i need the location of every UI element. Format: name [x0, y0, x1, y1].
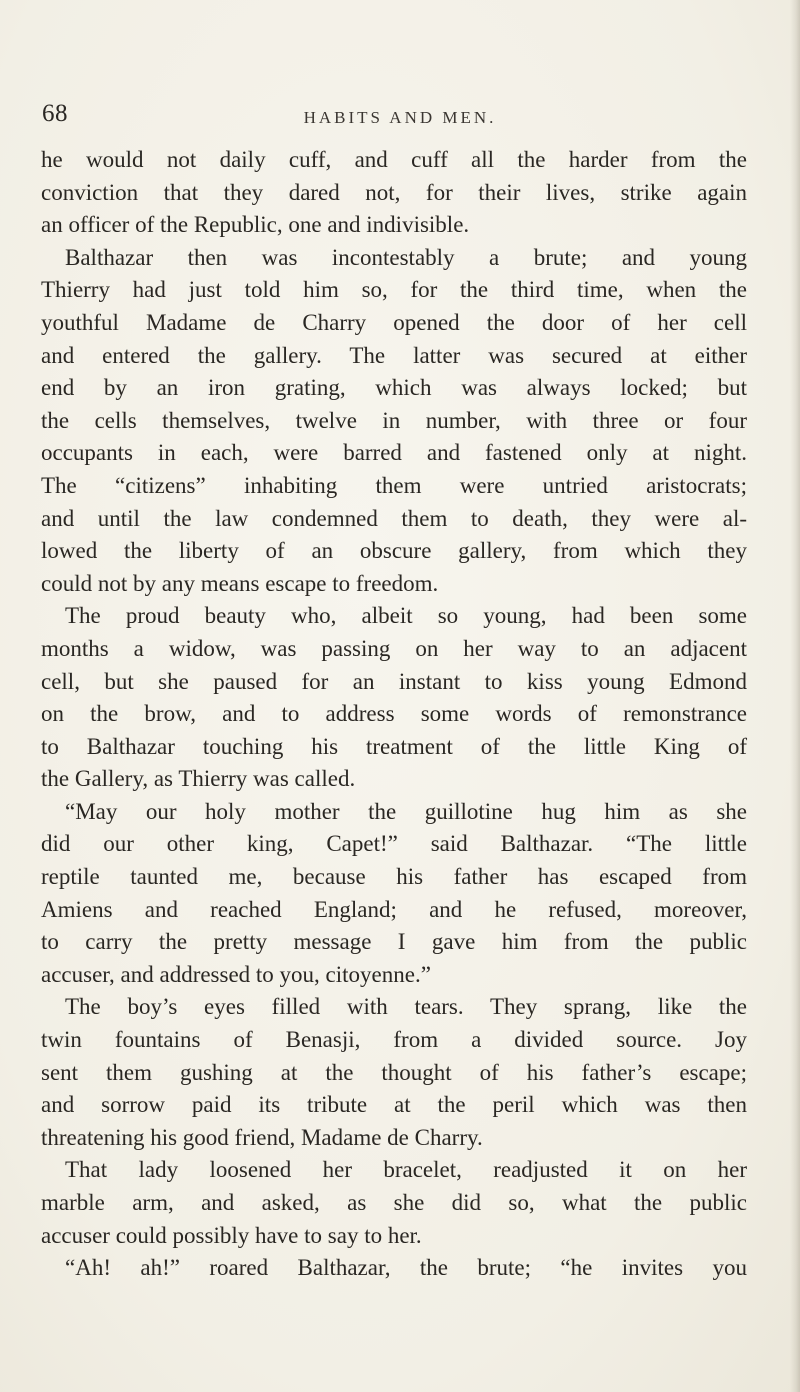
- paragraph-start-line: “Ah! ah!” roared Balthazar, the brute; “he invites you: [65, 1255, 747, 1281]
- text-line: and entered the gallery. The latter was secured at either: [41, 342, 747, 368]
- text-line: Amiens and reached England; and he refused, moreover,: [41, 896, 747, 922]
- text-line: reptile taunted me, because his father has escaped from: [41, 864, 747, 890]
- text-line: the cells themselves, twelve in number, with three or four: [41, 407, 747, 433]
- text-line: he would not daily cuff, and cuff all the harder from the: [41, 147, 747, 172]
- text-line: and sorrow paid its tribute at the peril which was then: [41, 1092, 747, 1118]
- body-text: [41, 144, 747, 1285]
- text-line: marble arm, and asked, as she did so, what the public: [41, 1190, 747, 1215]
- text-line: threatening his good friend, Madame de Charry.: [41, 1124, 483, 1150]
- text-line: did our other king, Capet!” said Balthazar. “The little: [41, 831, 747, 857]
- text-line: the Gallery, as Thierry was called.: [41, 766, 356, 792]
- text-line: could not by any means escape to freedom.: [41, 570, 439, 596]
- page-edge-shadow: [790, 0, 800, 1392]
- text-line: The “citizens” inhabiting them were untried aristocrats;: [41, 472, 747, 498]
- text-line: Thierry had just told him so, for the third time, when the: [41, 277, 747, 303]
- running-head: HABITS AND MEN.: [303, 108, 497, 127]
- text-line: an officer of the Republic, one and indivisible.: [41, 212, 470, 238]
- paragraph-start-line: Balthazar then was incontestably a brute; and young: [65, 244, 747, 270]
- text-line: twin fountains of Benasji, from a divided source. Joy: [41, 1027, 747, 1053]
- text-line: months a widow, was passing on her way to an adjacent: [41, 635, 747, 661]
- text-line: youthful Madame de Charry opened the door of her cell: [41, 309, 747, 335]
- paragraph-start-line: The proud beauty who, albeit so young, had been some: [65, 603, 747, 629]
- paragraph-start-line: That lady loosened her bracelet, readjusted it on her: [65, 1157, 747, 1183]
- text-line: to Balthazar touching his treatment of the little King of: [41, 733, 747, 759]
- text-line: occupants in each, were barred and fastened only at night.: [41, 440, 747, 466]
- paragraph-start-line: “May our holy mother the guillotine hug him as she: [65, 798, 747, 824]
- text-line: end by an iron grating, which was always locked; but: [41, 375, 747, 401]
- text-line: and until the law condemned them to death, they were al-: [41, 505, 747, 531]
- text-line: cell, but she paused for an instant to kiss young Edmond: [41, 668, 747, 694]
- paragraph-start-line: The boy’s eyes filled with tears. They sprang, like the: [65, 994, 747, 1020]
- text-line: on the brow, and to address some words of remonstrance: [41, 701, 747, 727]
- page-number: 68: [42, 100, 68, 127]
- text-line: accuser, and addressed to you, citoyenne.”: [41, 961, 431, 987]
- text-line: accuser could possibly have to say to her.: [41, 1222, 422, 1248]
- text-line: conviction that they dared not, for their lives, strike again: [41, 179, 747, 205]
- text-line: to carry the pretty message I gave him from the public: [41, 929, 747, 955]
- text-line: sent them gushing at the thought of his father’s escape;: [41, 1059, 747, 1085]
- text-line: lowed the liberty of an obscure gallery, from which they: [41, 538, 747, 564]
